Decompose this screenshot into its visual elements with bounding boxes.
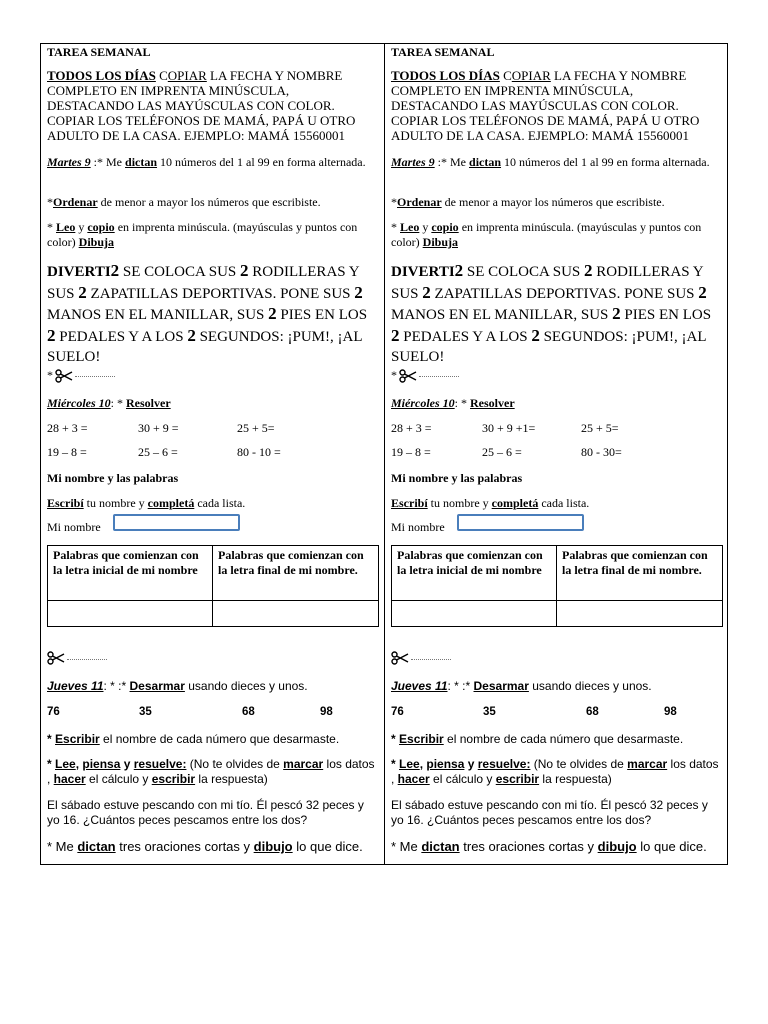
leo-star: *	[391, 220, 400, 234]
lee-part: la respuesta)	[195, 772, 268, 786]
martes-pre: :* Me	[434, 155, 470, 169]
lee-part: los datos ,	[47, 757, 375, 786]
number-item: 76	[391, 706, 404, 718]
ordenar-rest: de menor a mayor los números que escribiste.	[441, 195, 665, 209]
leo-word: Leo	[400, 220, 420, 234]
leo-y: y	[75, 220, 88, 234]
story-num: 2	[454, 261, 464, 280]
jueves-day-label: Jueves 11	[47, 679, 104, 693]
escribi-rest: cada lista.	[538, 496, 590, 510]
operation-item: 25 + 5=	[581, 421, 619, 435]
word-problem: El sábado estuve pescando con mi tío. Él pescó 32 peces y yo 16. ¿Cuántos peces pescamos entre los dos?	[391, 798, 708, 827]
numbers-row	[391, 706, 721, 722]
table-header-final: Palabras que comienzan con la letra final de mi nombre.	[213, 546, 379, 601]
mi-nombre-title: Mi nombre y las palabras	[47, 471, 179, 485]
cut-line-1	[47, 368, 377, 383]
ordenar-task	[47, 195, 377, 210]
number-item: 98	[664, 706, 677, 718]
story-diverti: DIVERTI	[391, 264, 455, 280]
story-part: ZAPATILLAS DEPORTIVAS. PONE SUS	[86, 285, 355, 302]
escribir-word-2: escribir	[495, 772, 540, 786]
miercoles-task	[47, 396, 377, 411]
story-num: 2	[531, 325, 540, 345]
daily-instructions	[391, 68, 720, 143]
table-header-final: Palabras que comienzan con la letra final de mi nombre.	[557, 546, 723, 601]
column-left	[41, 44, 384, 864]
escribir-rest: el nombre de cada número que desarmaste.	[443, 732, 684, 746]
operation-item: 80 - 30=	[581, 445, 622, 459]
table-answer-row	[392, 601, 723, 627]
story-text	[391, 261, 720, 368]
story-num: 2	[584, 261, 593, 280]
final-dictan: dictan	[421, 839, 460, 854]
resuelve-word: resuelve:	[133, 757, 187, 771]
table-header-initial: Palabras que comienzan con la letra inicial de mi nombre	[48, 546, 213, 601]
leo-rest: en imprenta minúscula. (mayúsculas y puntos con color)	[47, 220, 358, 249]
jueves-task	[391, 679, 720, 694]
number-item: 98	[320, 706, 333, 718]
jueves-rest: usando dieces y unos.	[528, 679, 652, 693]
lee-word: Lee	[55, 757, 76, 771]
story-num: 2	[240, 261, 249, 280]
martes-post: 10 números del 1 al 99 en forma alternada.	[501, 155, 710, 169]
jueves-day-label: Jueves 11	[391, 679, 448, 693]
story-num: 2	[698, 282, 707, 302]
jueves-task	[47, 679, 377, 694]
martes-task	[391, 155, 720, 170]
worksheet	[40, 43, 728, 865]
story-part: PIES EN LOS	[620, 307, 712, 323]
mi-nombre-label: Mi nombre	[47, 520, 101, 534]
miercoles-day-label: Miércoles 10	[47, 396, 111, 410]
answer-cell-final[interactable]	[213, 601, 379, 627]
table-header-initial: Palabras que comienzan con la letra inicial de mi nombre	[392, 546, 557, 601]
story-part: SE COLOCA SUS	[463, 264, 585, 280]
final-pre: * Me	[47, 839, 78, 854]
cut-dotted-line	[411, 659, 451, 660]
answer-cell-final[interactable]	[557, 601, 723, 627]
jueves-mid: : * :*	[447, 679, 474, 693]
story-num: 2	[391, 325, 400, 345]
scissors-icon	[391, 651, 409, 665]
escribi-mid: tu nombre y	[427, 496, 492, 510]
final-dictan: dictan	[77, 839, 116, 854]
daily-instructions	[47, 68, 377, 143]
lee-star: *	[47, 757, 56, 771]
scissors-icon	[399, 369, 417, 383]
number-item: 68	[242, 706, 255, 718]
ordenar-rest: de menor a mayor los números que escribiste.	[97, 195, 321, 209]
final-pre: * Me	[391, 839, 422, 854]
story-num: 2	[187, 325, 196, 345]
story-num: 2	[612, 304, 621, 323]
lee-star: *	[391, 757, 400, 771]
operations-grid	[391, 421, 721, 466]
number-item: 35	[139, 706, 152, 718]
answer-cell-initial[interactable]	[48, 601, 213, 627]
final-mid: tres oraciones cortas y	[459, 839, 598, 854]
lee-part: la respuesta)	[539, 772, 612, 786]
martes-dictan: dictan	[469, 155, 502, 169]
lee-part: el cálculo y	[85, 772, 152, 786]
story-num: 2	[354, 282, 363, 302]
cut-dotted-line	[75, 376, 115, 377]
escribir-star: *	[47, 732, 56, 746]
table-answer-row	[48, 601, 379, 627]
worksheet-title: TAREA SEMANAL	[391, 45, 495, 59]
story-num: 2	[47, 325, 56, 345]
resolver-word: Resolver	[470, 396, 515, 410]
ordenar-task	[391, 195, 720, 210]
cut-line-2	[391, 651, 720, 665]
operation-item: 30 + 9 =	[138, 421, 179, 435]
intro-text: LA FECHA Y NOMBRE COMPLETO EN IMPRENTA MINÚSCULA, DESTACANDO LAS MAYÚSCULAS CON COLOR. COPIAR LOS TELÉFONOS DE MAMÁ, PAPÁ U OTRO ADULTO DE LA CASA. EJEMPLO: MAMÁ 15560001	[47, 68, 356, 143]
mi-nombre-label: Mi nombre	[391, 520, 445, 534]
escribi-rest: cada lista.	[194, 496, 246, 510]
piensa-word: piensa	[426, 757, 465, 771]
table-header-row	[48, 546, 379, 601]
story-text	[47, 261, 377, 368]
name-input-box[interactable]	[457, 514, 584, 531]
words-table	[391, 545, 723, 627]
todos-los-dias-label: TODOS LOS DÍAS	[391, 68, 500, 83]
dibuja-word: Dibuja	[422, 235, 458, 249]
hacer-word: hacer	[53, 772, 86, 786]
lee-y: y	[464, 757, 478, 771]
word-problem: El sábado estuve pescando con mi tío. Él pescó 32 peces y yo 16. ¿Cuántos peces pescamos entre los dos?	[47, 798, 364, 827]
operation-item: 28 + 3 =	[391, 421, 432, 435]
lee-task	[47, 757, 377, 787]
story-num: 2	[110, 261, 120, 280]
piensa-word: piensa	[82, 757, 121, 771]
escribi-mid: tu nombre y	[83, 496, 148, 510]
leo-task	[391, 220, 720, 250]
number-item: 68	[586, 706, 599, 718]
resuelve-word: resuelve:	[477, 757, 531, 771]
escribir-rest: el nombre de cada número que desarmaste.	[99, 732, 340, 746]
escribir-word: Escribir	[55, 732, 100, 746]
leo-word: Leo	[56, 220, 76, 234]
final-post: lo que dice.	[292, 839, 363, 854]
operation-item: 25 – 6 =	[482, 445, 522, 459]
final-task	[391, 839, 720, 854]
escribir-star: *	[391, 732, 400, 746]
cut-star: *	[391, 368, 397, 382]
story-part: RODILLERAS Y SUS	[47, 264, 360, 302]
miercoles-day-label: Miércoles 10	[391, 396, 455, 410]
story-diverti: DIVERTI	[47, 264, 111, 280]
story-part: MANOS EN EL MANILLAR, SUS	[47, 307, 269, 323]
escribir-task	[47, 732, 377, 747]
answer-cell-initial[interactable]	[392, 601, 557, 627]
story-part: PEDALES Y A LOS	[399, 328, 532, 345]
copio-word: copio	[87, 220, 115, 234]
ordenar-word: Ordenar	[53, 195, 98, 209]
jueves-mid: : * :*	[103, 679, 130, 693]
worksheet-title: TAREA SEMANAL	[47, 45, 151, 59]
operation-item: 30 + 9 +1=	[482, 421, 536, 435]
story-part: SE COLOCA SUS	[119, 264, 241, 280]
operation-item: 80 - 10 =	[237, 445, 281, 459]
marcar-word: marcar	[283, 757, 324, 771]
table-header-row	[392, 546, 723, 601]
ordenar-star: *	[47, 195, 53, 209]
lee-word: Lee	[399, 757, 420, 771]
desarmar-word: Desarmar	[473, 679, 529, 693]
ordenar-star: *	[391, 195, 397, 209]
final-mid: tres oraciones cortas y	[115, 839, 254, 854]
cut-star: *	[47, 368, 53, 382]
story-part: PIES EN LOS	[276, 307, 368, 323]
intro-text: LA FECHA Y NOMBRE COMPLETO EN IMPRENTA MINÚSCULA, DESTACANDO LAS MAYÚSCULAS CON COLOR. COPIAR LOS TELÉFONOS DE MAMÁ, PAPÁ U OTRO ADULTO DE LA CASA. EJEMPLO: MAMÁ 15560001	[391, 68, 700, 143]
completa-word: completá	[147, 496, 195, 510]
story-part: MANOS EN EL MANILLAR, SUS	[391, 307, 613, 323]
operation-item: 28 + 3 =	[47, 421, 88, 435]
operation-item: 25 + 5=	[237, 421, 275, 435]
escribir-task	[391, 732, 720, 747]
story-part: PEDALES Y A LOS	[55, 328, 188, 345]
scissors-icon	[47, 651, 65, 665]
escribir-word-2: escribir	[151, 772, 196, 786]
martes-day-label: Martes 9	[391, 155, 435, 169]
martes-task	[47, 155, 377, 170]
leo-y: y	[419, 220, 432, 234]
story-part: RODILLERAS Y SUS	[391, 264, 704, 302]
intro-copiar: OPIAR	[511, 68, 551, 83]
escribi-word: Escribí	[391, 496, 428, 510]
story-num: 2	[422, 282, 431, 302]
column-right	[384, 44, 727, 864]
operation-item: 19 – 8 =	[47, 445, 87, 459]
resolver-word: Resolver	[126, 396, 171, 410]
escribi-task	[47, 496, 377, 511]
story-part: ZAPATILLAS DEPORTIVAS. PONE SUS	[430, 285, 699, 302]
hacer-word: hacer	[397, 772, 430, 786]
number-item: 76	[47, 706, 60, 718]
operation-item: 25 – 6 =	[138, 445, 178, 459]
lee-comma: ,	[419, 757, 427, 771]
final-dibujo: dibujo	[253, 839, 293, 854]
lee-task	[391, 757, 720, 787]
jueves-rest: usando dieces y unos.	[184, 679, 308, 693]
escribi-task	[391, 496, 720, 511]
intro-copiar: OPIAR	[167, 68, 207, 83]
final-post: lo que dice.	[636, 839, 707, 854]
escribi-word: Escribí	[47, 496, 84, 510]
copio-word: copio	[431, 220, 459, 234]
martes-pre: :* Me	[90, 155, 126, 169]
miercoles-mid: : *	[454, 396, 470, 410]
leo-task	[47, 220, 377, 250]
story-part: SEGUNDOS: ¡PUM!, ¡AL SUELO!	[47, 328, 362, 365]
leo-rest: en imprenta minúscula. (mayúsculas y puntos con color)	[391, 220, 702, 249]
story-num: 2	[78, 282, 87, 302]
lee-comma: ,	[75, 757, 83, 771]
operation-item: 19 – 8 =	[391, 445, 431, 459]
lee-part: los datos ,	[391, 757, 719, 786]
words-table	[47, 545, 379, 627]
todos-los-dias-label: TODOS LOS DÍAS	[47, 68, 156, 83]
escribir-word: Escribir	[399, 732, 444, 746]
story-part: SEGUNDOS: ¡PUM!, ¡AL SUELO!	[391, 328, 706, 365]
marcar-word: marcar	[627, 757, 668, 771]
lee-part: (No te olvides de	[530, 757, 628, 771]
final-dibujo: dibujo	[597, 839, 637, 854]
operations-grid	[47, 421, 377, 466]
miercoles-mid: : *	[110, 396, 126, 410]
dibuja-word: Dibuja	[78, 235, 114, 249]
cut-line-1	[391, 368, 720, 383]
lee-part: (No te olvides de	[186, 757, 284, 771]
leo-star: *	[47, 220, 56, 234]
final-task	[47, 839, 377, 854]
intro-letter-c: C	[159, 68, 168, 83]
cut-dotted-line	[67, 659, 107, 660]
lee-y: y	[120, 757, 134, 771]
scissors-icon	[55, 369, 73, 383]
cut-dotted-line	[419, 376, 459, 377]
desarmar-word: Desarmar	[129, 679, 185, 693]
story-num: 2	[268, 304, 277, 323]
martes-post: 10 números del 1 al 99 en forma alternada.	[157, 155, 366, 169]
ordenar-word: Ordenar	[397, 195, 442, 209]
mi-nombre-title: Mi nombre y las palabras	[391, 471, 523, 485]
numbers-row	[47, 706, 377, 722]
martes-day-label: Martes 9	[47, 155, 91, 169]
intro-letter-c: C	[503, 68, 512, 83]
name-input-box[interactable]	[113, 514, 240, 531]
martes-dictan: dictan	[125, 155, 158, 169]
lee-part: el cálculo y	[429, 772, 496, 786]
completa-word: completá	[491, 496, 539, 510]
cut-line-2	[47, 651, 377, 665]
number-item: 35	[483, 706, 496, 718]
miercoles-task	[391, 396, 720, 411]
